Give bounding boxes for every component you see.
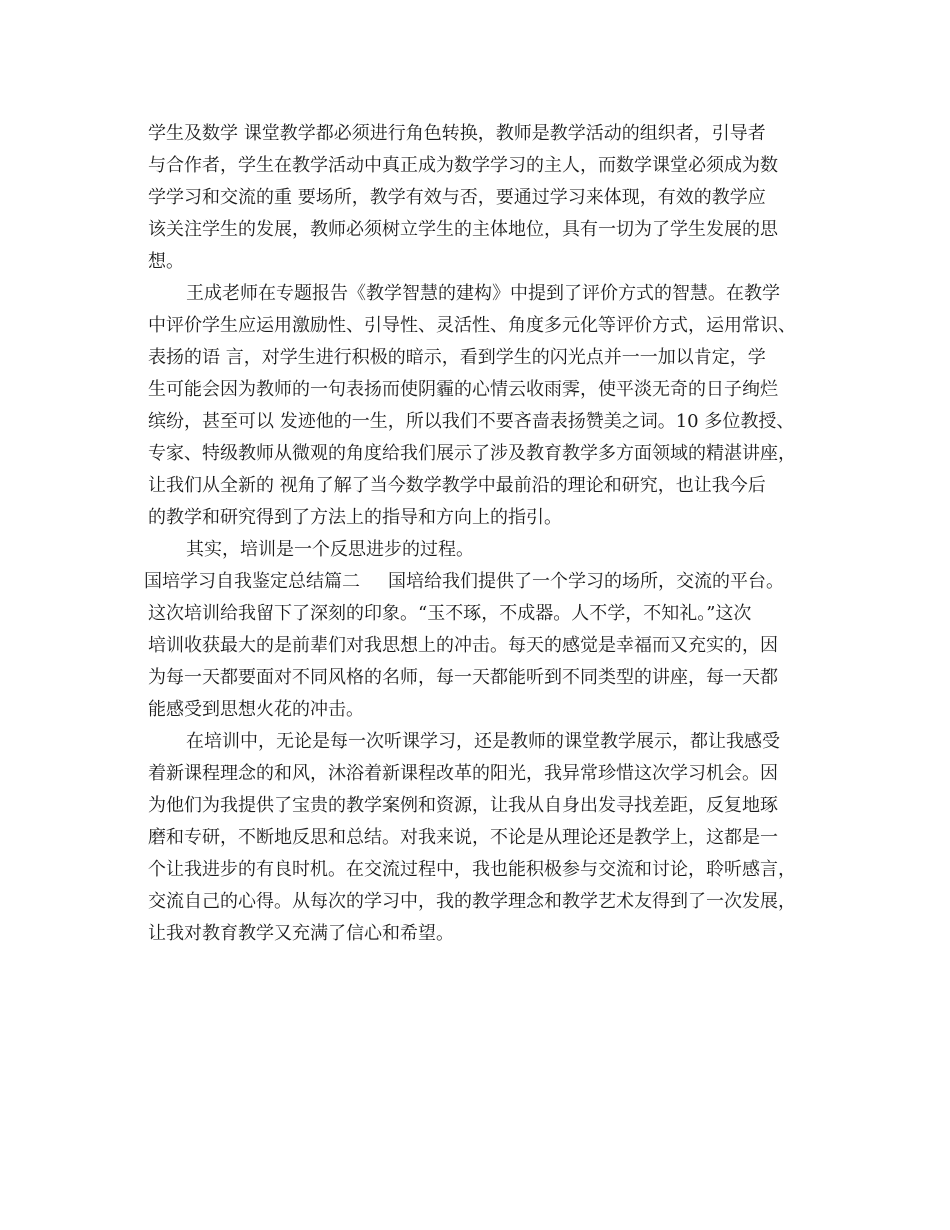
text-line: 的教学和研究得到了方法上的指导和方向上的指引。	[148, 507, 562, 528]
text-run: 国培给我们提供了一个学习的场所，交流的平台。	[388, 571, 784, 592]
text-line: 让我们从全新的 视角了解了当今数学教学中最前沿的理论和研究，也让我今后	[148, 475, 766, 496]
text-line: 培训收获最大的是前辈们对我思想上的冲击。每天的感觉是幸福而又充实的，因	[148, 635, 778, 656]
text-line: 其实，培训是一个反思进步的过程。	[186, 539, 474, 560]
text-line: 这次培训给我留下了深刻的印象。“玉不琢，不成器。人不学，不知礼。”这次	[148, 603, 752, 624]
text-line: 能感受到思想火花的冲击。	[148, 699, 364, 720]
text-line: 生可能会因为教师的一句表扬而使阴霾的心情云收雨霁，使平淡无奇的日子绚烂	[148, 379, 778, 400]
text-line: 学学习和交流的重 要场所，教学有效与否，要通过学习来体现，有效的教学应	[148, 187, 766, 208]
text-line: 该关注学生的发展，教师必须树立学生的主体地位，具有一切为了学生发展的思	[148, 219, 778, 240]
text-line: 着新课程理念的和风，沐浴着新课程改革的阳光，我异常珍惜这次学习机会。因	[148, 763, 778, 784]
text-line: 交流自己的心得。从每次的学习中，我的教学理念和教学艺术友得到了一次发展，	[148, 891, 796, 912]
text-line: 缤纷，甚至可以 发迹他的一生，所以我们不要吝啬表扬赞美之词。10 多位教授、	[148, 411, 795, 432]
text-line: 个让我进步的有良时机。在交流过程中，我也能积极参与交流和讨论，聆听感言，	[148, 859, 796, 880]
text-line: 为他们为我提供了宝贵的教学案例和资源，让我从自身出发寻找差距，反复地琢	[148, 795, 778, 816]
text-line: 在培训中，无论是每一次听课学习，还是教师的课堂教学展示，都让我感受	[186, 731, 780, 752]
text-line: 让我对教育教学又充满了信心和希望。	[148, 923, 454, 944]
text-line: 学生及数学 课堂教学都必须进行角色转换，教师是教学活动的组织者，引导者	[148, 123, 766, 144]
section-heading: 国培学习自我鉴定总结篇二	[144, 571, 360, 592]
text-line: 表扬的语 言，对学生进行积极的暗示，看到学生的闪光点并一一加以肯定，学	[148, 347, 766, 368]
text-line: 为每一天都要面对不同风格的名师，每一天都能听到不同类型的讲座，每一天都	[148, 667, 778, 688]
heading-line	[144, 566, 818, 598]
document-body	[144, 118, 818, 950]
text-line: 王成老师在专题报告《教学智慧的建构》中提到了评价方式的智慧。在教学	[186, 283, 780, 304]
text-line: 中评价学生应运用激励性、引导性、灵活性、角度多元化等评价方式，运用常识、	[148, 315, 796, 336]
text-line: 专家、特级教师从微观的角度给我们展示了涉及教育教学多方面领域的精湛讲座，	[148, 443, 796, 464]
text-line: 磨和专研，不断地反思和总结。对我来说，不论是从理论还是教学上，这都是一	[148, 827, 778, 848]
text-line: 与合作者，学生在教学活动中真正成为数学学习的主人，而数学课堂必须成为数	[148, 155, 778, 176]
text-line: 想。	[148, 251, 184, 272]
